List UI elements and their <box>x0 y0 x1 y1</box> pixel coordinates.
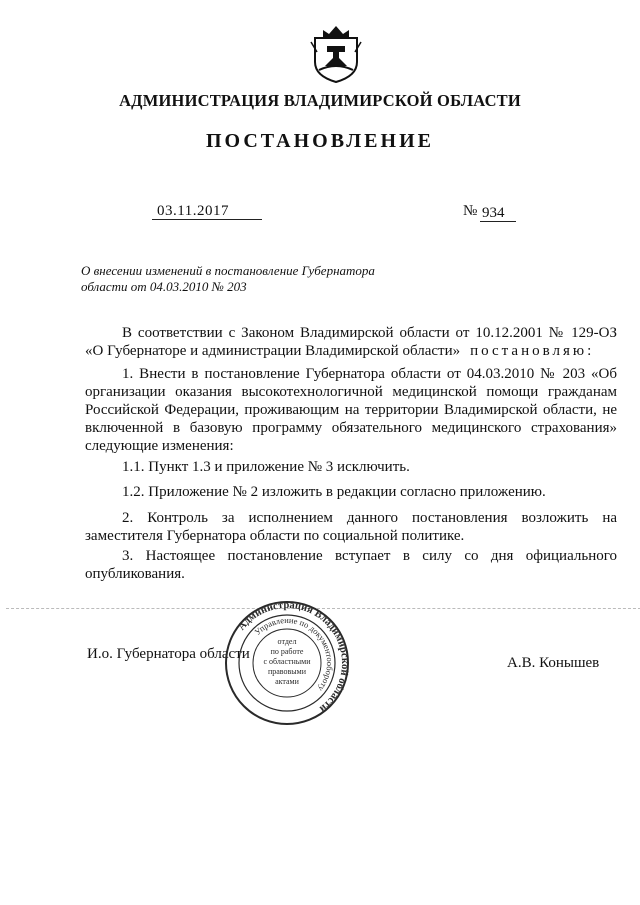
number-label: № <box>463 203 478 219</box>
stamp-center-line-4: правовыми <box>267 667 307 676</box>
paragraph-1 <box>85 365 617 455</box>
stamp-center-line-3: с областными <box>263 657 311 666</box>
document-subject <box>81 263 401 295</box>
decree-word: постановляю: <box>470 343 595 359</box>
paragraph-2-text: 2. Контроль за исполнением данного постановления возложить на заместителя Губернатора области по социальной политике. <box>85 510 617 544</box>
preamble-paragraph <box>85 324 617 360</box>
signatory-name: А.В. Конышев <box>507 655 600 671</box>
preamble-text: В соответствии с Законом Владимирской области от 10.12.2001 № 129-ОЗ «О Губернаторе и администрации Владимирской области» <box>85 325 617 359</box>
number-underline <box>480 221 516 222</box>
paragraph-3-text: 3. Настоящее постановление вступает в силу со дня официального опубликования. <box>85 548 617 582</box>
paragraph-2 <box>85 509 617 545</box>
paragraph-1-2: 1.2. Приложение № 2 изложить в редакции согласно приложению. <box>122 484 546 500</box>
stamp-middle-text: Управление по документообороту <box>252 614 336 694</box>
organization-title: АДМИНИСТРАЦИЯ ВЛАДИМИРСКОЙ ОБЛАСТИ <box>119 91 521 110</box>
paragraph-3 <box>85 547 617 583</box>
subject-line-1: О внесении изменений в постановление Губернатора <box>81 263 375 278</box>
paragraph-1-text: 1. Внести в постановление Губернатора области от 04.03.2010 № 203 «Об организации оказания высокотехнологичной медицинской помощи гражданам Российской Федерации, проживающим на территории Владимирской области, не включенной в базовую программу обязательного медицинского страхования» следующие изменения: <box>85 366 617 454</box>
signatory-title: И.о. Губернатора области <box>87 646 250 662</box>
document-date: 03.11.2017 <box>157 203 229 219</box>
stamp-center-line-5: актами <box>275 677 299 686</box>
stamp-center-line-1: отдел <box>277 637 297 646</box>
stamp-outer-text: Администрация Владимирской области <box>236 599 351 715</box>
official-stamp <box>224 600 350 726</box>
document-type-title: ПОСТАНОВЛЕНИЕ <box>206 130 434 152</box>
stamp-center-line-2: по работе <box>270 647 304 656</box>
date-underline <box>152 219 262 220</box>
paragraph-1-1: 1.1. Пункт 1.3 и приложение № 3 исключить. <box>122 459 410 475</box>
coat-of-arms-icon <box>309 22 363 84</box>
subject-line-2: области от 04.03.2010 № 203 <box>81 279 247 294</box>
document-number: 934 <box>482 205 505 221</box>
